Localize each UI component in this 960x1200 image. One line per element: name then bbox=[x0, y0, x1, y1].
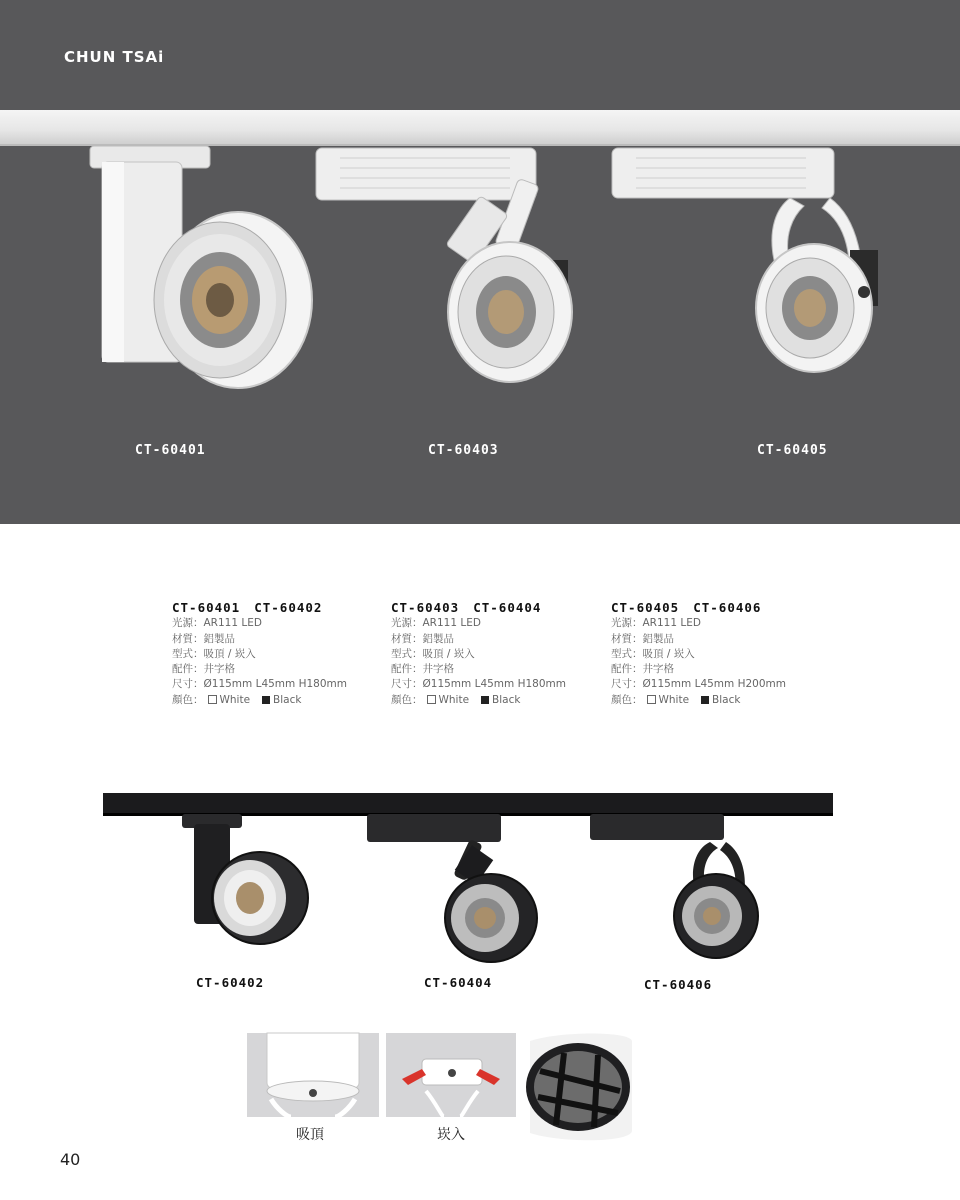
ceiling-mount-illustration bbox=[247, 1033, 379, 1117]
spec-color-prefix: 顏色： bbox=[172, 693, 204, 706]
fixture-ct-60403-image bbox=[310, 140, 570, 390]
fixture-ct-60401-image bbox=[70, 140, 330, 400]
spec-color-white: White bbox=[438, 693, 470, 706]
spec-color-black: Black bbox=[273, 693, 302, 706]
spec-size: 尺寸：Ø115mm L45mm H200mm bbox=[611, 678, 786, 691]
spec-colors bbox=[172, 693, 347, 708]
spec-model-name: CT-60403 bbox=[391, 600, 460, 615]
recessed-mount-caption: 崁入 bbox=[437, 1127, 465, 1143]
black-swatch-icon bbox=[481, 696, 489, 704]
spec-models bbox=[391, 600, 566, 615]
spec-type: 型式：吸頂 / 崁入 bbox=[172, 647, 256, 660]
spec-size: 尺寸：Ø115mm L45mm H180mm bbox=[391, 678, 566, 691]
fixture-ct-60405-image bbox=[610, 140, 880, 380]
white-swatch-icon bbox=[647, 695, 656, 704]
spec-color-black: Black bbox=[492, 693, 521, 706]
recessed-mount-thumbnail bbox=[386, 1033, 516, 1117]
fixture-ct-60406-image bbox=[588, 812, 768, 962]
hero-section bbox=[0, 0, 960, 524]
spec-light-source: 光源：AR111 LED bbox=[172, 617, 262, 630]
spec-color-prefix: 顏色： bbox=[611, 693, 643, 706]
spec-type: 型式：吸頂 / 崁入 bbox=[611, 647, 695, 660]
spec-accessory: 配件：井字格 bbox=[172, 663, 235, 676]
spec-model-name: CT-60405 bbox=[611, 600, 680, 615]
fixture-ct-60402-image bbox=[180, 812, 320, 952]
spec-colors bbox=[611, 693, 786, 708]
black-swatch-icon bbox=[262, 696, 270, 704]
page-number: 40 bbox=[60, 1150, 81, 1169]
ceiling-mount-thumbnail bbox=[247, 1033, 379, 1117]
spec-color-prefix: 顏色： bbox=[391, 693, 423, 706]
spec-models bbox=[611, 600, 786, 615]
lower-label-ct-60404: CT-60404 bbox=[424, 975, 493, 990]
hero-label-ct-60401: CT-60401 bbox=[135, 443, 206, 458]
spec-colors bbox=[391, 693, 566, 708]
spec-block-60403-60404 bbox=[391, 600, 566, 708]
spec-model-name: CT-60402 bbox=[254, 600, 323, 615]
spec-block-60405-60406 bbox=[611, 600, 786, 708]
spec-type: 型式：吸頂 / 崁入 bbox=[391, 647, 475, 660]
spec-accessory: 配件：井字格 bbox=[391, 663, 454, 676]
spec-model-name: CT-60406 bbox=[693, 600, 762, 615]
spec-material: 材質：鋁製品 bbox=[611, 632, 674, 645]
recessed-mount-illustration bbox=[386, 1033, 516, 1117]
spec-size: 尺寸：Ø115mm L45mm H180mm bbox=[172, 678, 347, 691]
spec-material: 材質：鋁製品 bbox=[391, 632, 454, 645]
hero-label-ct-60405: CT-60405 bbox=[757, 443, 828, 458]
spec-block-60401-60402 bbox=[172, 600, 347, 708]
spec-color-black: Black bbox=[712, 693, 741, 706]
white-swatch-icon bbox=[208, 695, 217, 704]
grille-accessory-illustration bbox=[520, 1031, 636, 1143]
spec-models bbox=[172, 600, 347, 615]
hero-label-ct-60403: CT-60403 bbox=[428, 443, 499, 458]
spec-model-name: CT-60401 bbox=[172, 600, 241, 615]
lower-label-ct-60402: CT-60402 bbox=[196, 975, 265, 990]
spec-color-white: White bbox=[219, 693, 251, 706]
spec-accessory: 配件：井字格 bbox=[611, 663, 674, 676]
spec-material: 材質：鋁製品 bbox=[172, 632, 235, 645]
spec-model-name: CT-60404 bbox=[473, 600, 542, 615]
spec-color-white: White bbox=[658, 693, 690, 706]
ceiling-mount-caption: 吸頂 bbox=[296, 1127, 324, 1143]
grille-accessory-thumbnail bbox=[520, 1031, 636, 1143]
black-swatch-icon bbox=[701, 696, 709, 704]
spec-light-source: 光源：AR111 LED bbox=[611, 617, 701, 630]
fixture-ct-60404-image bbox=[365, 812, 545, 962]
lower-label-ct-60406: CT-60406 bbox=[644, 977, 713, 992]
white-swatch-icon bbox=[427, 695, 436, 704]
brand-logo: CHUN TSAi bbox=[64, 48, 165, 66]
spec-light-source: 光源：AR111 LED bbox=[391, 617, 481, 630]
